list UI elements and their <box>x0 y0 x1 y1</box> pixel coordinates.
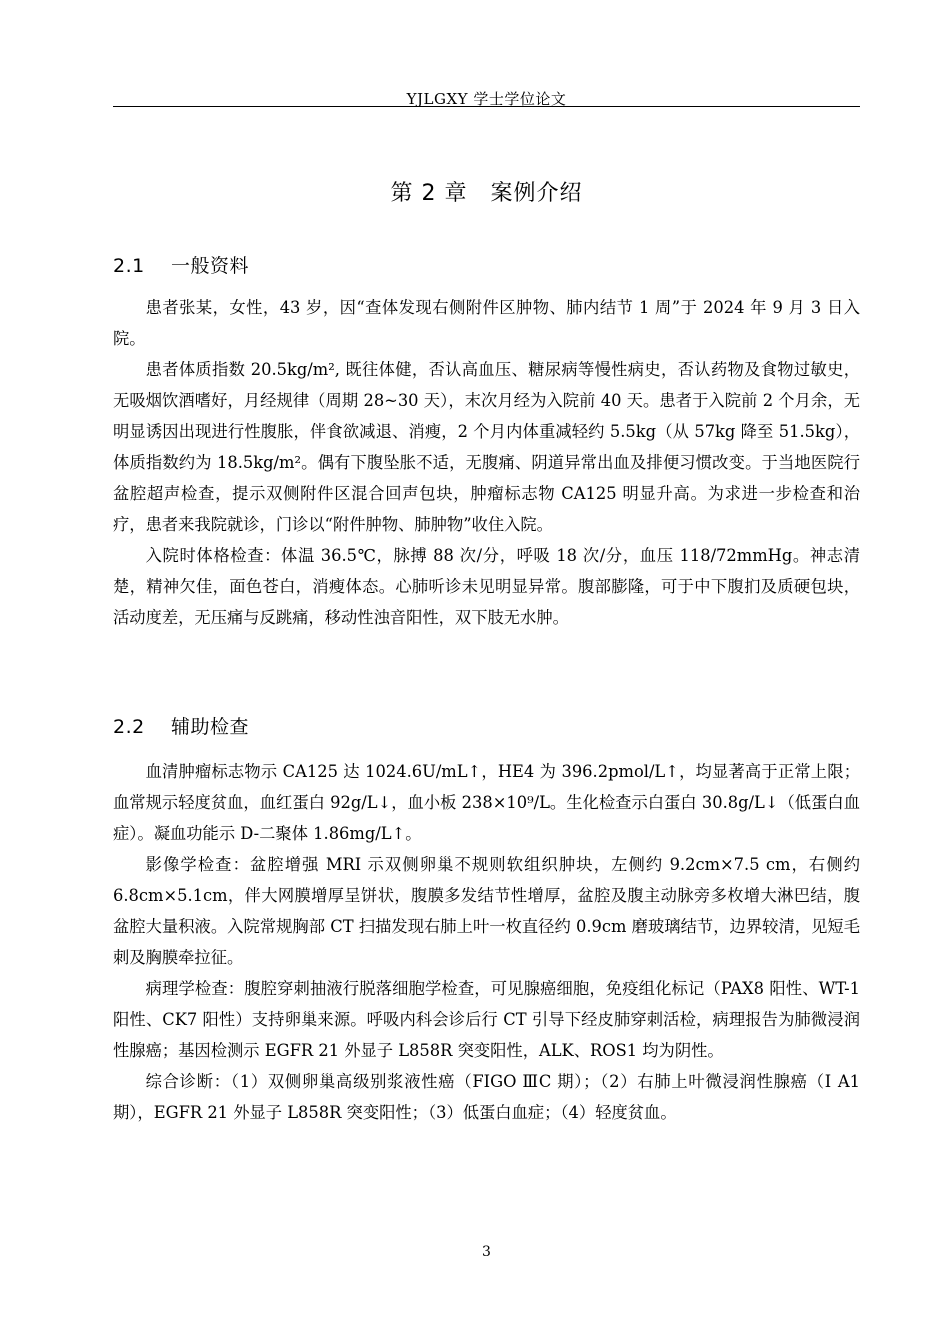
section-number: 2.1 <box>113 255 145 277</box>
page-number: 3 <box>482 1244 491 1260</box>
paragraph: 综合诊断：（1）双侧卵巢高级别浆液性癌（FIGO ⅢC 期）；（2）右肺上叶微浸润性腺癌（Ⅰ A1 期），EGFR 21 外显子 L858R 突变阳性；（3）低蛋白血症；（4）轻度贫血。 <box>113 1072 860 1122</box>
running-header: YJLGXY 学士学位论文 <box>406 90 567 108</box>
paragraph: 病理学检查：腹腔穿刺抽液行脱落细胞学检查，可见腺癌细胞，免疫组化标记（PAX8 阳性、WT-1 阳性、CK7 阳性）支持卵巢来源。呼吸内科会诊后行 CT 引导下经皮肺穿刺活检，病理报告为肺微浸润性腺癌；基因检测示 EGFR 21 外显子 L858R 突变阳性，ALK、ROS1 均为阴性。 <box>113 979 860 1060</box>
section-heading-2-2 <box>113 713 860 741</box>
paragraph: 患者体质指数 20.5kg/m², 既往体健，否认高血压、糖尿病等慢性病史，否认药物及食物过敏史，无吸烟饮酒嗜好，月经规律（周期 28~30 天），末次月经为入院前 40 天。患者于入院前 2 个月余，无明显诱因出现进行性腹胀，伴食欲减退、消瘦，2 个月内体重减轻约 5.5kg（从 57kg 降至 51.5kg），体质指数约为 18.5kg/m²。偶有下腹坠胀不适，无腹痛、阴道异常出血及排便习惯改变。于当地医院行盆腔超声检查，提示双侧附件区混合回声包块，肿瘤标志物 CA125 明显升高。为求进一步检查和治疗，患者来我院就诊，门诊以“附件肿物、肺肿物”收住入院。 <box>113 360 860 534</box>
paragraph: 患者张某，女性，43 岁，因“查体发现右侧附件区肿物、肺内结节 1 周”于 2024 年 9 月 3 日入院。 <box>113 298 860 348</box>
section-heading-2-1 <box>113 252 860 280</box>
section-title: 辅助检查 <box>171 716 250 738</box>
header-divider <box>113 106 860 107</box>
paragraph: 入院时体格检查：体温 36.5℃，脉搏 88 次/分，呼吸 18 次/分，血压 118/72mmHg。神志清楚，精神欠佳，面色苍白，消瘦体态。心肺听诊未见明显异常。腹部膨隆，可于中下腹扪及质硬包块，活动度差，无压痛与反跳痛，移动性浊音阳性，双下肢无水肿。 <box>113 546 860 627</box>
chapter-title: 第 2 章 案例介绍 <box>390 181 583 206</box>
section-2-1-body <box>113 292 860 633</box>
section-number: 2.2 <box>113 716 145 738</box>
paragraph: 影像学检查：盆腔增强 MRI 示双侧卵巢不规则软组织肿块，左侧约 9.2cm×7.5 cm，右侧约 6.8cm×5.1cm，伴大网膜增厚呈饼状，腹膜多发结节性增厚，盆腔及腹主动脉旁多枚增大淋巴结，腹盆腔大量积液。入院常规胸部 CT 扫描发现右肺上叶一枚直径约 0.9cm 磨玻璃结节，边界较清，见短毛刺及胸膜牵拉征。 <box>113 855 860 967</box>
section-2-2-body <box>113 756 860 1128</box>
paragraph: 血清肿瘤标志物示 CA125 达 1024.6U/mL↑，HE4 为 396.2pmol/L↑，均显著高于正常上限；血常规示轻度贫血，血红蛋白 92g/L↓，血小板 238×10⁹/L。生化检查示白蛋白 30.8g/L↓（低蛋白血症）。凝血功能示 D-二聚体 1.86mg/L↑。 <box>113 762 860 843</box>
section-title: 一般资料 <box>171 255 250 277</box>
